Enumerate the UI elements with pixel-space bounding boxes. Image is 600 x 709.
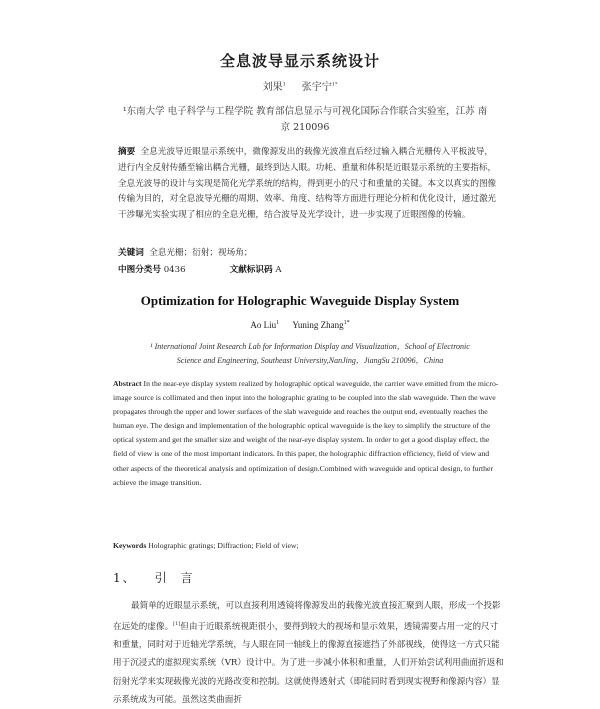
introduction-paragraph [113, 597, 505, 709]
chinese-author-2: 张宇宁 [301, 82, 332, 93]
english-keywords [113, 541, 299, 550]
english-keywords-text: Holographic gratings; Diffraction; Field of view; [148, 541, 299, 550]
chinese-abstract-label: 摘要 [118, 147, 136, 157]
chinese-abstract [118, 145, 498, 224]
english-abstract [113, 377, 501, 490]
english-abstract-text: In the near-eye display system realized by holographic optical waveguide, the carrier wave emitted from the micro-image source is collimated and then input into the holographic grating to be coupled into the slab waveguide. Then the wave propagates through the upper and lower surfaces of the slab waveguide and reaches the output end, eventually reaches the human eye. The design and implementation of the holographic optical waveguide is the key to simplify the structure of the optical system and get the smaller size and weight of the near-eye display system. In order to get a good display effect, the field of view is one of the most important indicators. In this paper, the holographic diffraction efficiency, field of view and other aspects of the theoretical analysis and optimization of design.Combined with waveguide and optical design, to further achieve the image transition. [113, 379, 499, 487]
english-keywords-label: Keywords [113, 541, 147, 550]
english-abstract-label: Abstract [113, 379, 142, 388]
chinese-author-1: 刘果 [262, 82, 283, 93]
intro-reference: [1] [173, 621, 181, 628]
chinese-author-1-mark: 1 [282, 81, 286, 88]
chinese-author-2-mark: 1* [331, 81, 338, 88]
section-title: 引言 [154, 571, 207, 585]
class-number-value: 0436 [163, 265, 186, 275]
chinese-affiliation: ¹东南大学 电子科学与工程学院 教育部信息显示与可视化国际合作联合实验室，江苏 南京 210096 [122, 106, 488, 133]
chinese-keywords-label: 关键词 [118, 248, 144, 258]
intro-text-part-1: 最简单的近眼显示系统，可以直接利用透镜将像源发出的载像光波直接汇聚到人眼，形成一个投影在远处的虚像。 [113, 601, 501, 633]
english-author-2-mark: 1* [343, 320, 350, 326]
chinese-keywords [118, 246, 252, 258]
english-affiliation: ¹ International Joint Research Lab for Information Display and Visualization，School of Electronic Science and Engineering, Southeast University,NanJing，JiangSu 210096，China [150, 342, 470, 365]
classification-line [118, 263, 282, 275]
chinese-authors [0, 78, 600, 93]
section-heading [113, 569, 207, 586]
chinese-abstract-text: 全息光波导近眼显示系统中，微像源发出的载像光波准直后经过输入耦合光栅传入平板波导，进行内全反射传播至输出耦合光栅，最终到达人眼。功耗、重量和体积是近眼显示系统的主要指标，全息光波导的设计与实现是简化光学系统的结构，得到更小的尺寸和重量的关键。本文以真实的图像传输为目的，对全息波导光栅的周期、效率、角度、结构等方面进行理论分析和优化设计，通过激光干涉曝光实验实现了相应的全息光栅，结合波导及光学设计，进一步实现了近眼图像的传输。 [118, 147, 497, 221]
class-number-label: 中图分类号 [118, 265, 161, 275]
intro-text-part-2: 但由于近眼系统视距很小，要得到较大的视场和显示效果，透镜需要占用一定的尺寸和重量，同时对于近轴光学系统，与人眼在同一轴线上的像源直接遮挡了外部视线，使得这一方式只能用于沉浸式的虚拟现实系统（VR）设计中。为了进一步减小体积和重量，人们开始尝试利用曲面折返和衍射光学来实现载像光波的光路改变和控制。这就使得透射式（即能同时看到现实视野和像源内容）显示系统成为可能。虽然这类曲面折 [113, 622, 504, 705]
english-author-1: Ao Liu [250, 320, 277, 330]
english-title: Optimization for Holographic Waveguide Display System [140, 293, 460, 308]
chinese-keywords-text: 全息光栅；衍射；视场角； [149, 248, 253, 258]
doc-code-label: 文献标识码 [229, 265, 273, 275]
english-author-1-mark: 1 [276, 320, 280, 326]
english-authors [0, 320, 600, 330]
section-number: 1、 [113, 571, 137, 585]
english-author-2: Yuning Zhang [292, 320, 344, 330]
chinese-title: 全息波导显示系统设计 [219, 52, 380, 70]
doc-code-value: A [275, 265, 282, 275]
